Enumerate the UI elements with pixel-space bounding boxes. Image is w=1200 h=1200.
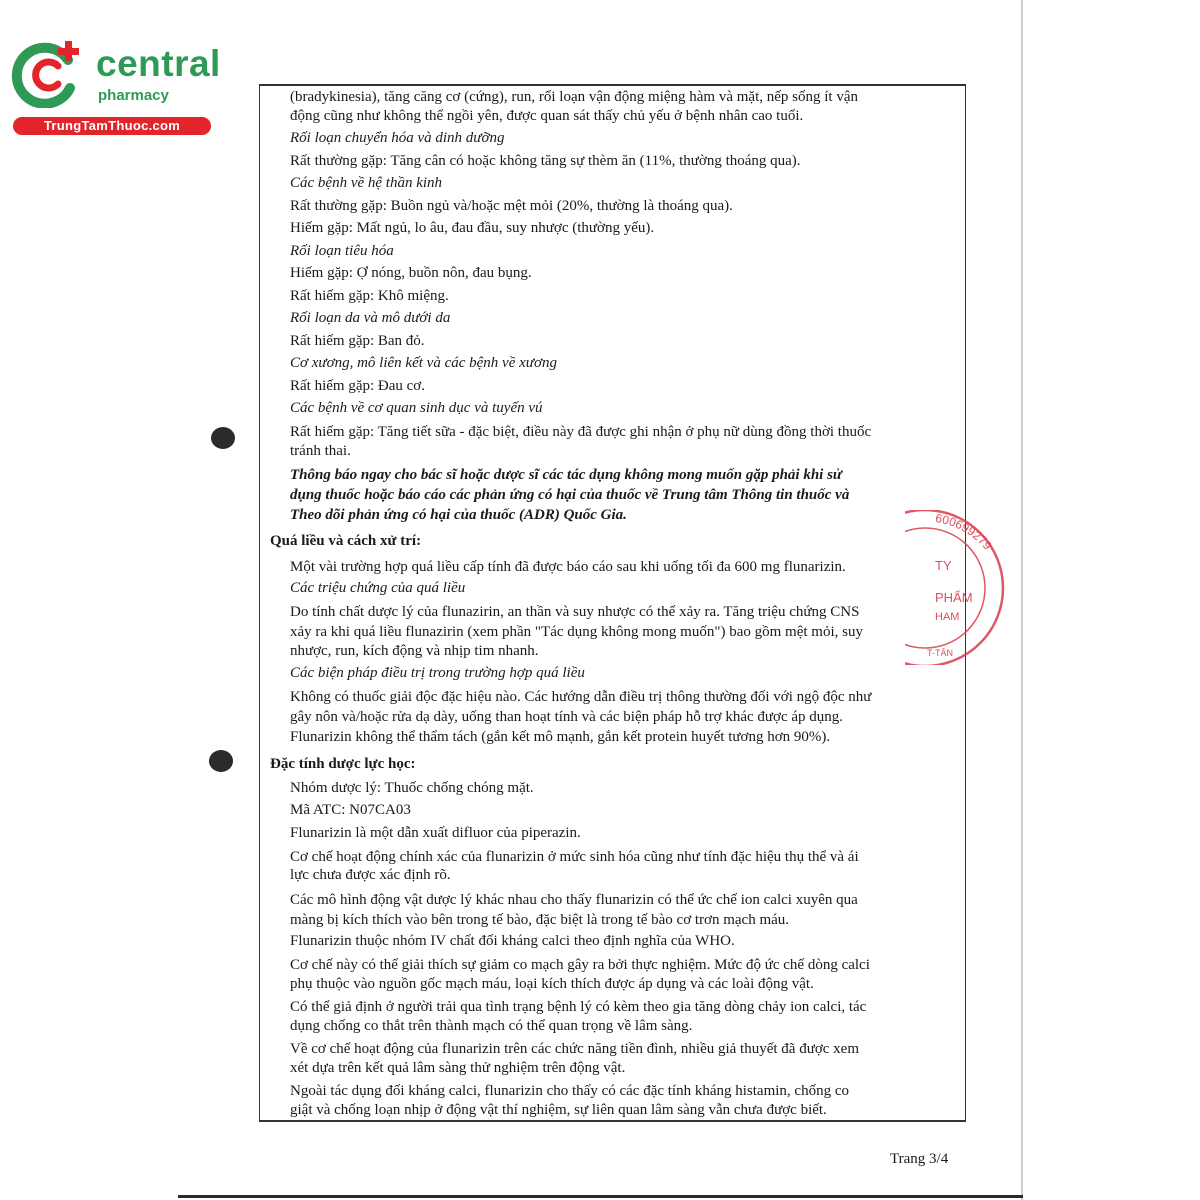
body-text-line: dụng chống co thắt trên thành mạch có thể quan trọng về lâm sàng. [290, 1018, 693, 1034]
subheading: Các bệnh về cơ quan sinh dục và tuyến vú [290, 400, 543, 416]
body-text-line: Flunarizin thuộc nhóm IV chất đối kháng calci theo định nghĩa của WHO. [290, 933, 735, 949]
logo-subtitle: pharmacy [98, 87, 169, 104]
subheading: Rối loạn da và mô dưới da [290, 310, 451, 326]
body-text-line: Cơ chế hoạt động chính xác của flunarizin ở mức sinh hóa cũng như tính đặc hiệu thụ thể và ái [290, 849, 859, 865]
body-text-line: Cơ chế này có thể giải thích sự giảm co mạch gây ra bởi thực nghiệm. Mức độ ức chế dòng calci [290, 957, 870, 973]
body-text-line: Flunarizin không thể thẩm tách (gắn kết mô mạnh, gắn kết protein huyết tương hơn 90%). [290, 729, 831, 745]
company-stamp [905, 510, 1007, 665]
subheading: Rối loạn chuyển hóa và dinh dưỡng [290, 130, 505, 146]
body-text-line: động cũng như không thể ngồi yên, được quan sát thấy chủ yếu ở bệnh nhân cao tuổi. [290, 108, 804, 124]
adr-notice-line: Theo dõi phản ứng có hại của thuốc (ADR) Quốc Gia. [290, 507, 627, 523]
body-text-line: Hiếm gặp: Ợ nóng, buồn nôn, đau bụng. [290, 265, 532, 281]
body-text-line: Có thể giả định ở người trải qua tình trạng bệnh lý có kèm theo gia tăng dòng chảy ion calci, tác [290, 999, 867, 1015]
body-text-line: Hiếm gặp: Mất ngủ, lo âu, đau đầu, suy nhược (thường yếu). [290, 220, 655, 236]
punch-hole [209, 750, 233, 772]
body-text-line: Về cơ chế hoạt động của flunarizin trên các chức năng tiền đình, nhiều giả thuyết đã được xem [290, 1041, 859, 1057]
body-text-line: tránh thai. [290, 443, 351, 459]
body-text-line: Flunarizin là một dẫn xuất difluor của piperazin. [290, 825, 581, 841]
subheading: Các biện pháp điều trị trong trường hợp quá liều [290, 665, 585, 681]
body-text-line: Nhóm dược lý: Thuốc chống chóng mặt. [290, 780, 534, 796]
central-pharmacy-logo[interactable] [10, 38, 221, 138]
stamp-text: HAM [935, 611, 960, 623]
logo-name: central [96, 43, 221, 84]
page-number: Trang 3/4 [890, 1151, 949, 1167]
body-text-line: nhược, run, kích động và nhịp tim nhanh. [290, 643, 539, 659]
body-text-line: xảy ra khi quá liều flunazirin (xem phần "Tác dụng không mong muốn") bao gồm mệt mỏi, suy [290, 624, 863, 640]
subheading: Các triệu chứng của quá liều [290, 580, 466, 596]
adr-notice-line: Thông báo ngay cho bác sĩ hoặc dược sĩ các tác dụng không mong muốn gặp phải khi sử [290, 467, 842, 483]
body-text-line: Rất hiếm gặp: Đau cơ. [290, 378, 425, 394]
stamp-ring-text: 600699279 [934, 511, 995, 553]
section-heading-pharmacodynamics: Đặc tính dược lực học: [270, 756, 416, 772]
body-text-line: Ngoài tác dụng đối kháng calci, flunarizin cho thấy có các đặc tính kháng histamin, chống co [290, 1083, 849, 1099]
stamp-text: PHẨM [935, 590, 973, 605]
body-text-line: màng bị kích thích vào bên trong tế bào, đặc biệt là trong tế bào cơ trơn mạch máu. [290, 912, 790, 928]
body-text-line: Một vài trường hợp quá liều cấp tính đã được báo cáo sau khi uống tối đa 600 mg flunarizin. [290, 559, 846, 575]
subheading: Các bệnh về hệ thần kinh [290, 175, 443, 191]
body-text-line: Các mô hình động vật dược lý khác nhau cho thấy flunarizin có thể ức chế ion calci xuyên qua [290, 892, 858, 908]
body-text-line: giật và chống loạn nhịp ở động vật thí nghiệm, sự liên quan lâm sàng vẫn chưa được biết. [290, 1102, 827, 1118]
adr-notice-line: dụng thuốc hoặc báo cáo các phản ứng có hại của thuốc về Trung tâm Thông tin thuốc và [290, 487, 850, 503]
body-text-line: gây nôn và/hoặc rửa dạ dày, uống than hoạt tính và các biện pháp hỗ trợ khác được áp dụng. [290, 709, 844, 725]
subheading: Cơ xương, mô liên kết và các bệnh về xương [290, 355, 557, 371]
body-text-line: Rất hiếm gặp: Ban đỏ. [290, 333, 425, 349]
svg-text:600699279 [934, 511, 994, 553]
body-text-line: Rất hiếm gặp: Khô miệng. [290, 288, 449, 304]
body-text-line: Rất thường gặp: Buồn ngủ và/hoặc mệt mỏi (20%, thường là thoáng qua). [290, 198, 733, 214]
subheading: Rối loạn tiêu hóa [290, 243, 394, 259]
body-text-line: Rất hiếm gặp: Tăng tiết sữa - đặc biệt, điều này đã được ghi nhận ở phụ nữ dùng đồng thời thuốc [290, 424, 872, 440]
logo-website[interactable]: TrungTamThuoc.com [13, 117, 211, 135]
punch-hole [211, 427, 235, 449]
body-text-line: Rất thường gặp: Tăng cân có hoặc không tăng sự thèm ăn (11%, thường thoáng qua). [290, 153, 801, 169]
stamp-text: TY [935, 558, 952, 573]
body-text-line: Do tính chất dược lý của flunazirin, an thần và suy nhược có thể xảy ra. Tăng triệu chứng CNS [290, 604, 860, 620]
body-text-line: phụ thuộc vào nguồn gốc mạch máu, loại kích thích được áp dụng và các loài động vật. [290, 976, 814, 992]
page-edge-right [1021, 0, 1023, 1200]
page-edge-bottom [178, 1195, 1023, 1198]
section-heading-overdose: Quá liều và cách xử trí: [270, 533, 422, 549]
pharmacy-cross-icon [10, 38, 90, 108]
body-text-line: (bradykinesia), tăng căng cơ (cứng), run, rối loạn vận động miệng hàm và mặt, nếp sống ít vận [290, 89, 858, 105]
stamp-text: T-TÂN [927, 648, 953, 658]
body-text-line: xét dựa trên kết quả lâm sàng thử nghiệm trên động vật. [290, 1060, 626, 1076]
body-text-line: lực chưa được xác định rõ. [290, 867, 451, 883]
body-text-line: Mã ATC: N07CA03 [290, 802, 411, 818]
body-text-line: Không có thuốc giải độc đặc hiệu nào. Các hướng dẫn điều trị thông thường đối với ngộ độc như [290, 689, 872, 705]
